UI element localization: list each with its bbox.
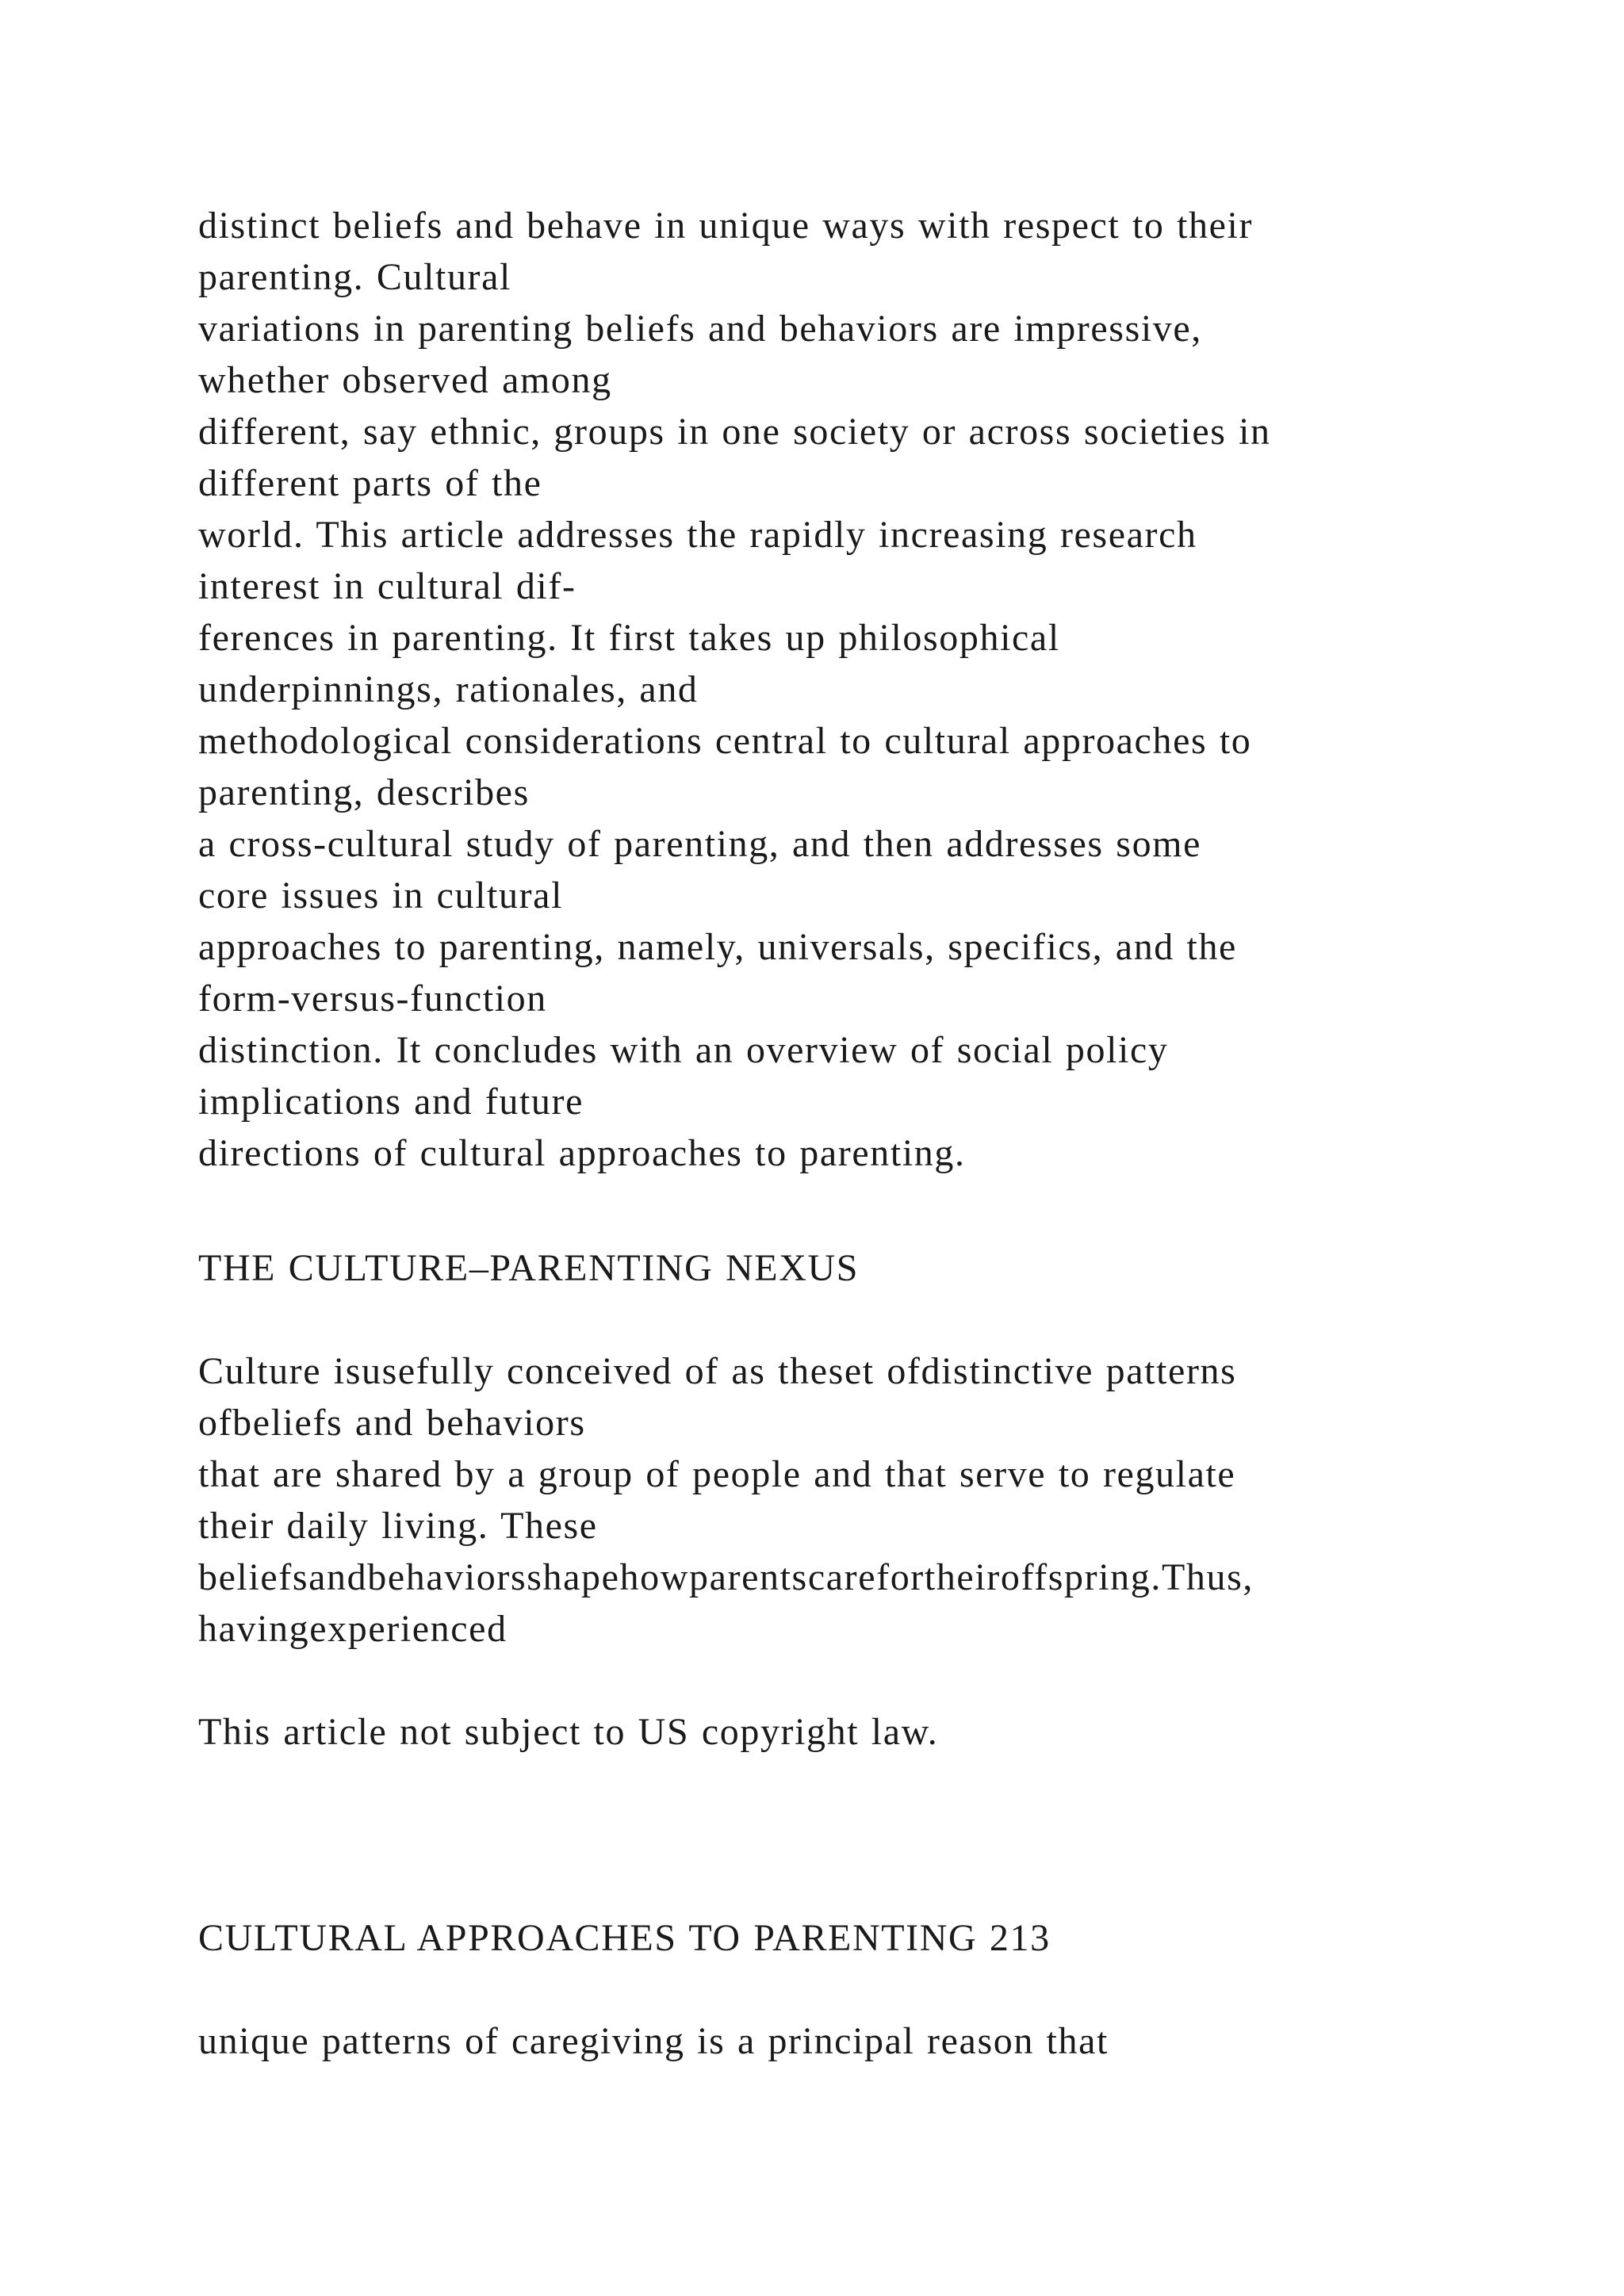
- abstract-line: directions of cultural approaches to parenting.: [198, 1132, 966, 1174]
- abstract-line: form-versus-function: [198, 978, 547, 1020]
- culture-line: ofbeliefs and behaviors: [198, 1402, 586, 1444]
- abstract-line: core issues in cultural: [198, 874, 564, 916]
- copyright-note-text: This article not subject to US copyright law.: [198, 1711, 939, 1753]
- abstract-line: distinct beliefs and behave in unique ways with respect to their: [198, 205, 1254, 247]
- culture-line: beliefsandbehaviorsshapehowparentscarefortheiroffspring.Thus,: [198, 1556, 1254, 1598]
- abstract-line: interest in cultural dif-: [198, 565, 576, 607]
- abstract-line: whether observed among: [198, 359, 612, 401]
- abstract-line: methodological considerations central to cultural approaches to: [198, 720, 1252, 762]
- section-heading-text: THE CULTURE–PARENTING NEXUS: [198, 1247, 860, 1289]
- culture-line: Culture isusefully conceived of as theset ofdistinctive patterns: [198, 1350, 1237, 1392]
- running-head-text: CULTURAL APPROACHES TO PARENTING 213: [198, 1917, 1051, 1959]
- abstract-line: ferences in parenting. It first takes up philosophical: [198, 617, 1060, 659]
- abstract-paragraph: [198, 200, 1546, 1179]
- abstract-line: world. This article addresses the rapidly increasing research: [198, 514, 1197, 556]
- abstract-line: different parts of the: [198, 462, 542, 504]
- culture-paragraph: [198, 1345, 1546, 1655]
- abstract-line: underpinnings, rationales, and: [198, 668, 699, 710]
- abstract-line: a cross-cultural study of parenting, and then addresses some: [198, 823, 1202, 865]
- abstract-line: parenting, describes: [198, 771, 530, 813]
- abstract-line: parenting. Cultural: [198, 256, 511, 298]
- section-heading: [198, 1242, 1546, 1294]
- abstract-line: different, say ethnic, groups in one society or across societies in: [198, 411, 1271, 453]
- continuation-line: unique patterns of caregiving is a principal reason that: [198, 2020, 1109, 2062]
- copyright-note: [198, 1706, 1546, 1758]
- continuation-paragraph: [198, 2015, 1546, 2067]
- culture-line: havingexperienced: [198, 1608, 508, 1650]
- running-head: [198, 1912, 1546, 1964]
- culture-line: that are shared by a group of people and that serve to regulate: [198, 1453, 1236, 1495]
- abstract-line: variations in parenting beliefs and behaviors are impressive,: [198, 308, 1202, 350]
- abstract-line: distinction. It concludes with an overview of social policy: [198, 1029, 1169, 1071]
- culture-line: their daily living. These: [198, 1505, 598, 1547]
- abstract-line: approaches to parenting, namely, universals, specifics, and the: [198, 926, 1237, 968]
- abstract-line: implications and future: [198, 1081, 584, 1123]
